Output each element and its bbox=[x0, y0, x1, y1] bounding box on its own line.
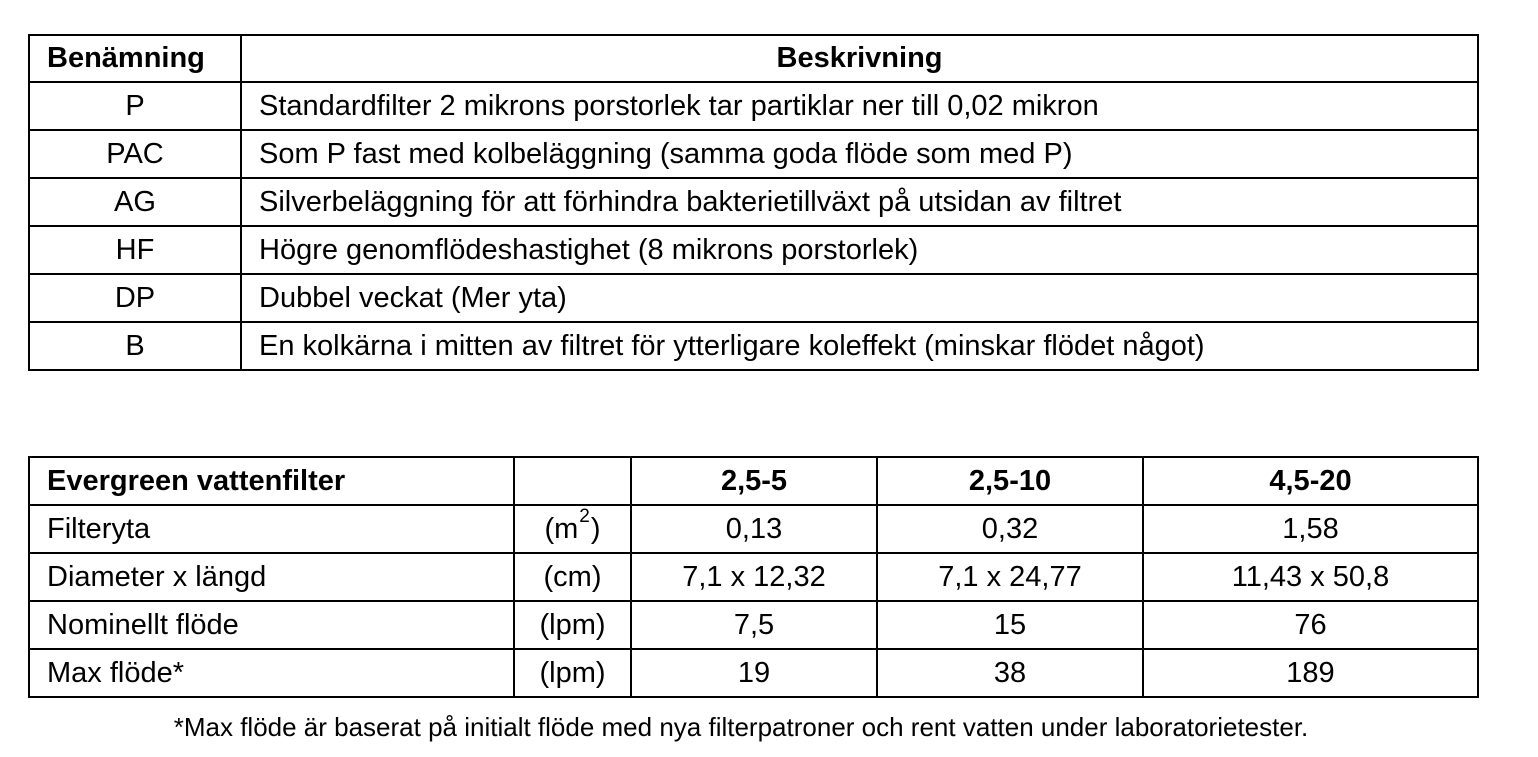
table-row bbox=[29, 274, 1478, 322]
description-cell: Som P fast med kolbeläggning (samma goda flöde som med P) bbox=[241, 130, 1478, 178]
footnote: *Max flöde är baserat på initialt flöde med nya filterpatroner och rent vatten under laboratorietester. bbox=[173, 712, 1309, 742]
specs-header-row bbox=[29, 457, 1478, 505]
model-header: 2,5-5 bbox=[631, 457, 877, 505]
spec-value: 0,13 bbox=[631, 505, 877, 553]
spec-value: 7,1 x 12,32 bbox=[631, 553, 877, 601]
spec-unit: (cm) bbox=[514, 553, 631, 601]
spec-value: 1,58 bbox=[1143, 505, 1478, 553]
code-cell: P bbox=[29, 82, 241, 130]
spec-value: 76 bbox=[1143, 601, 1478, 649]
spec-value: 38 bbox=[877, 649, 1143, 697]
table-row bbox=[29, 82, 1478, 130]
spec-value: 7,5 bbox=[631, 601, 877, 649]
specs-title: Evergreen vattenfilter bbox=[29, 457, 514, 505]
code-cell: HF bbox=[29, 226, 241, 274]
table-row bbox=[29, 322, 1478, 370]
spec-value: 7,1 x 24,77 bbox=[877, 553, 1143, 601]
spec-value: 19 bbox=[631, 649, 877, 697]
table-header-row bbox=[29, 35, 1478, 82]
table-row bbox=[29, 601, 1478, 649]
header-benamning: Benämning bbox=[29, 35, 241, 82]
spec-value: 15 bbox=[877, 601, 1143, 649]
spec-value: 189 bbox=[1143, 649, 1478, 697]
code-cell: B bbox=[29, 322, 241, 370]
description-cell: Dubbel veckat (Mer yta) bbox=[241, 274, 1478, 322]
spec-value: 0,32 bbox=[877, 505, 1143, 553]
table-row bbox=[29, 649, 1478, 697]
unit-superscript: 2 bbox=[579, 505, 590, 527]
filter-specs-table bbox=[28, 456, 1479, 698]
description-cell: Högre genomflödeshastighet (8 mikrons porstorlek) bbox=[241, 226, 1478, 274]
model-header: 4,5-20 bbox=[1143, 457, 1478, 505]
code-cell: AG bbox=[29, 178, 241, 226]
table-row bbox=[29, 178, 1478, 226]
filter-types-table bbox=[28, 34, 1479, 371]
unit-open: (m bbox=[544, 512, 579, 545]
table-row bbox=[29, 226, 1478, 274]
unit-close: ) bbox=[590, 512, 601, 545]
spec-unit bbox=[514, 505, 631, 553]
description-cell: Standardfilter 2 mikrons porstorlek tar partiklar ner till 0,02 mikron bbox=[241, 82, 1478, 130]
code-cell: PAC bbox=[29, 130, 241, 178]
table-row bbox=[29, 553, 1478, 601]
spec-value: 11,43 x 50,8 bbox=[1143, 553, 1478, 601]
table-row bbox=[29, 130, 1478, 178]
table-row bbox=[29, 505, 1478, 553]
code-cell: DP bbox=[29, 274, 241, 322]
description-cell: Silverbeläggning för att förhindra bakterietillväxt på utsidan av filtret bbox=[241, 178, 1478, 226]
spec-name: Max flöde* bbox=[29, 649, 514, 697]
spec-name: Nominellt flöde bbox=[29, 601, 514, 649]
unit-header bbox=[514, 457, 631, 505]
spec-name: Filteryta bbox=[29, 505, 514, 553]
spec-name: Diameter x längd bbox=[29, 553, 514, 601]
header-beskrivning: Beskrivning bbox=[241, 35, 1478, 82]
spec-unit: (lpm) bbox=[514, 601, 631, 649]
description-cell: En kolkärna i mitten av filtret för ytterligare koleffekt (minskar flödet något) bbox=[241, 322, 1478, 370]
spec-unit: (lpm) bbox=[514, 649, 631, 697]
model-header: 2,5-10 bbox=[877, 457, 1143, 505]
